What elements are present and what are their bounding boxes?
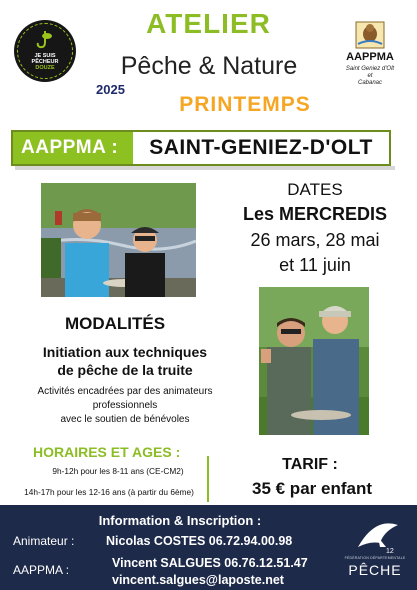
aappma-logo-name: AAPPMA: [346, 51, 394, 63]
modalites-sub3: avec le soutien de bénévoles: [60, 414, 190, 425]
otter-emblem-icon: [354, 20, 386, 50]
year-label: 2025: [96, 82, 125, 97]
animateur-contact: Nicolas COSTES 06.72.94.00.98: [106, 534, 293, 548]
modalites-line1: Initiation aux techniques: [42, 344, 208, 360]
season-label: PRINTEMPS: [179, 93, 311, 116]
aappma-logo-sub3: Cabanac: [357, 80, 383, 86]
horaires-line1: 9h-12h pour les 8-11 ans (CE-CM2): [52, 466, 184, 476]
banner-label: AAPPMA :: [13, 132, 133, 164]
horaires-line2: 14h-17h pour les 12-16 ans (à partir du 6ème): [24, 487, 194, 497]
location-banner: [11, 130, 391, 166]
photo-children-river: [41, 183, 196, 297]
title-main: Pêche & Nature: [120, 52, 298, 80]
section-divider: [207, 456, 209, 502]
footer-title: Information & Inscription :: [98, 513, 262, 528]
tarif-label: TARIF :: [282, 456, 338, 473]
animateur-role: Animateur :: [13, 534, 75, 548]
aappma-contact: Vincent SALGUES 06.76.12.51.47: [112, 556, 308, 570]
title-atelier: ATELIER: [146, 8, 271, 39]
fish-icon: [340, 513, 410, 555]
badge-line2: PÊCHEUR: [31, 59, 59, 65]
federation-small-label: FÉDÉRATION DÉPARTEMENTALE: [344, 556, 406, 560]
aappma-logo: [334, 18, 406, 100]
banner-shadow: [15, 166, 395, 170]
dates-list-2: et 11 juin: [279, 255, 351, 275]
modalites-title: MODALITÉS: [64, 314, 166, 333]
federation-big-label: PÊCHE: [348, 562, 402, 578]
aappma-logo-sub1: Saint Geniez d'Olt: [345, 66, 395, 72]
photo-instructor-child-image: [259, 287, 369, 435]
aappma-logo-sub2: et: [367, 73, 373, 79]
badge-line1: JE SUIS: [34, 53, 56, 59]
banner-location: SAINT-GENIEZ-D'OLT: [149, 136, 373, 159]
svg-text:12: 12: [386, 548, 394, 555]
modalites-sub2: professionnels: [92, 400, 158, 411]
modalites-line2: de pêche de la truite: [57, 362, 193, 378]
dates-label: DATES: [287, 180, 343, 199]
horaires-title: HORAIRES ET AGES :: [33, 444, 181, 460]
federation-peche-logo: [340, 513, 410, 585]
photo-children-river-image: [41, 183, 196, 297]
photo-instructor-child: [259, 287, 369, 435]
modalites-sub1: Activités encadrées par des animateurs: [37, 386, 213, 397]
dates-days: Les MERCREDIS: [242, 204, 388, 224]
dates-list-1: 26 mars, 28 mai: [250, 230, 380, 250]
aappma-role: AAPPMA :: [13, 563, 70, 577]
badge-line3: DOUZE: [35, 65, 55, 71]
contact-email[interactable]: vincent.salgues@laposte.net: [112, 573, 284, 587]
tarif-value: 35 € par enfant: [252, 479, 372, 498]
